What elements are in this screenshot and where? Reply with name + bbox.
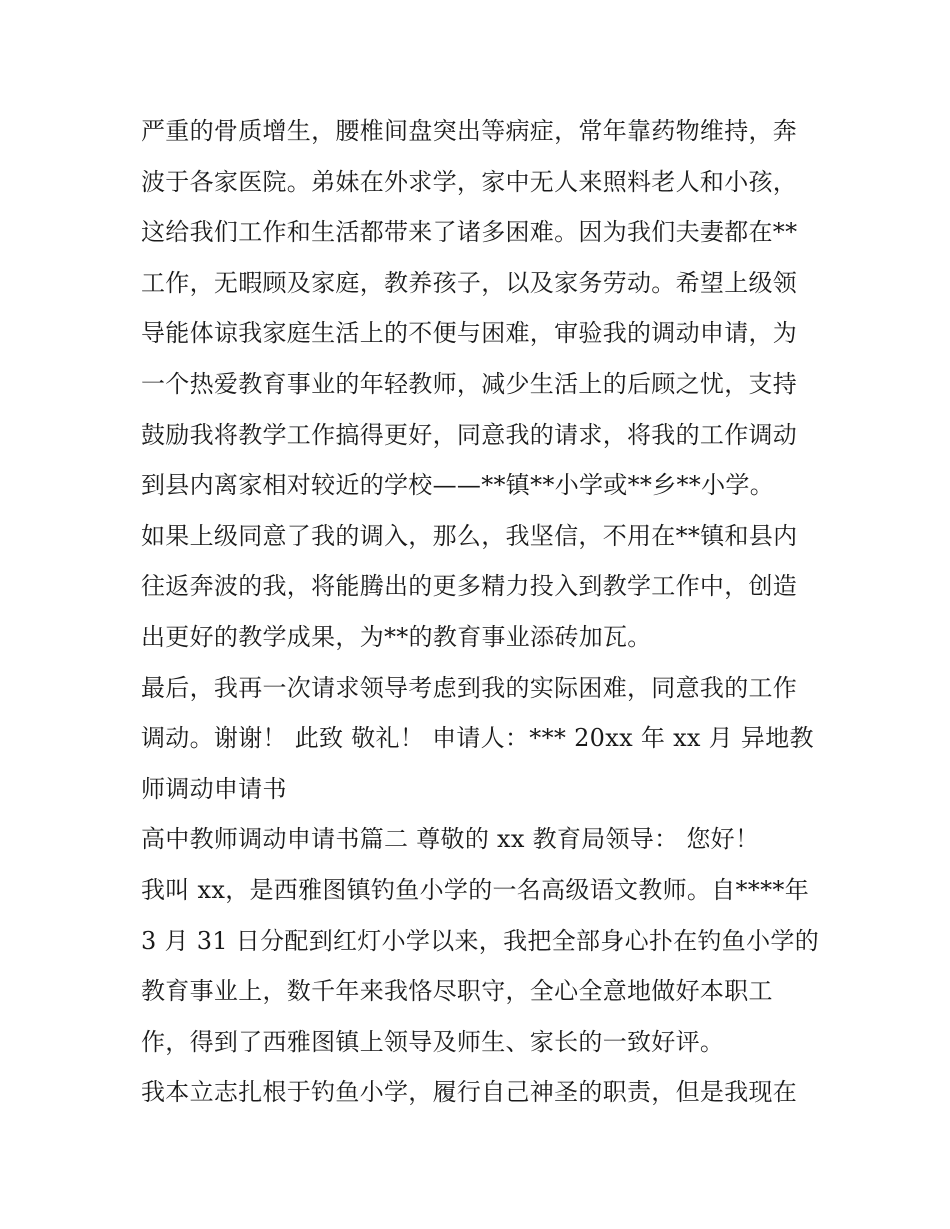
text-line: 3 月 31 日分配到红灯小学以来，我把全部身心扑在钓鱼小学的 [141,926,819,955]
text-line: 往返奔波的我，将能腾出的更多精力投入到教学工作中，创造 [141,572,798,601]
text-line: 教育事业上，数千年来我恪尽职守，全心全意地做好本职工 [141,977,773,1006]
text-line: 一个热爱教育事业的年轻教师，减少生活上的后顾之忧，支持 [141,369,798,398]
text-line: 最后，我再一次请求领导考虑到我的实际困难，同意我的工作 [141,673,798,702]
text-line: 师调动申请书 [141,774,287,803]
text-line: 波于各家医院。弟妹在外求学，家中无人来照料老人和小孩， [141,167,798,196]
text-line: 导能体谅我家庭生活上的不便与困难，审验我的调动申请，为 [141,319,798,348]
text-line: 这给我们工作和生活都带来了诸多困难。因为我们夫妻都在** [141,218,798,247]
text-line: 如果上级同意了我的调入，那么，我坚信，不用在**镇和县内 [141,521,798,550]
text-line: 到县内离家相对较近的学校——**镇**小学或**乡**小学。 [141,471,774,500]
text-line: 高中教师调动申请书篇二 尊敬的 xx 教育局领导： 您好！ [141,825,760,854]
text-line: 调动。谢谢！ 此致 敬礼！ 申请人：*** 20xx 年 xx 月 异地教 [141,724,814,753]
text-line: 鼓励我将教学工作搞得更好，同意我的请求，将我的工作调动 [141,420,798,449]
text-line: 严重的骨质增生，腰椎间盘突出等病症，常年靠药物维持，奔 [141,117,798,145]
text-line: 我叫 xx，是西雅图镇钓鱼小学的一名高级语文教师。自****年 [141,875,809,904]
text-line: 作，得到了西雅图镇上领导及师生、家长的一致好评。 [141,1027,725,1056]
text-line: 工作，无暇顾及家庭，教养孩子，以及家务劳动。希望上级领 [141,268,798,297]
body-text [141,106,831,1118]
text-line: 我本立志扎根于钓鱼小学，履行自己神圣的职责，但是我现在 [141,1078,798,1107]
text-line: 出更好的教学成果，为**的教育事业添砖加瓦。 [141,622,652,651]
